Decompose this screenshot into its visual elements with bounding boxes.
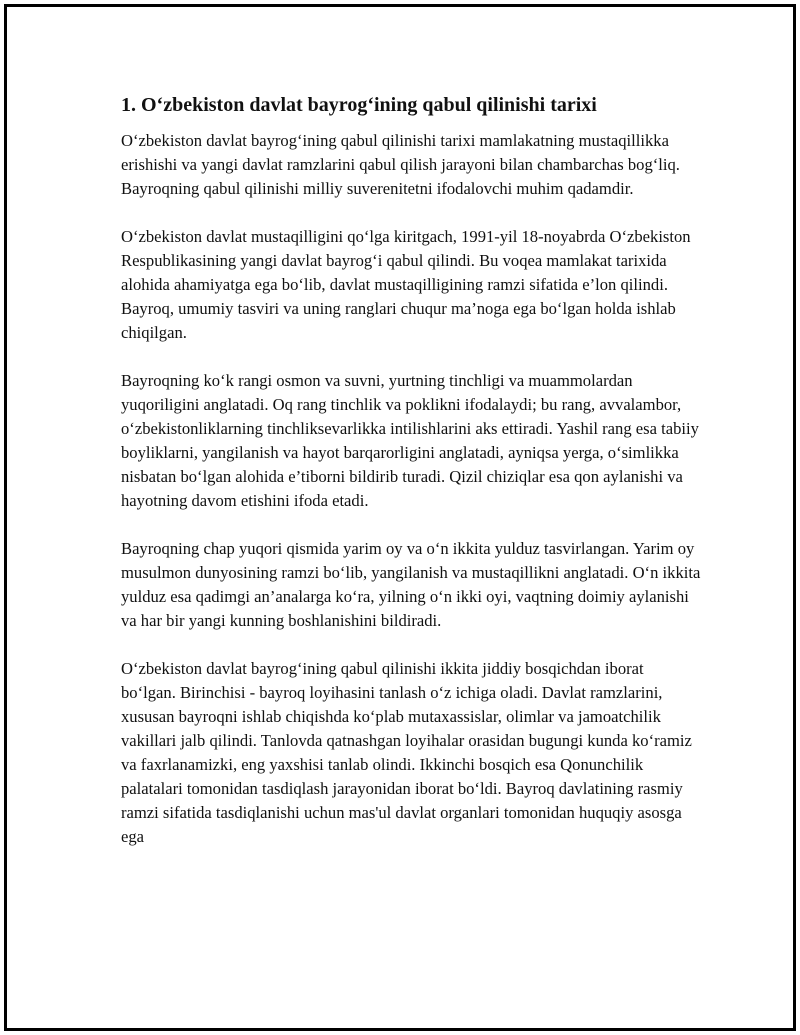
paragraph-3: Bayroqning ko‘k rangi osmon va suvni, yurtning tinchligi va muammolardan yuqoriligini anglatadi. Oq rang tinchlik va poklikni ifodalaydi; bu rang, avvalambor, o‘zbekistonliklarning tinchliksevarlikka intilishlarini aks ettiradi. Yashil rang esa tabiiy boyliklarni, yangilanish va hayot barqarorligini anglatadi, ayniqsa yerga, o‘simlikka nisbatan bo‘lgan alohida e’tiborni bildirib turadi. Qizil chiziqlar esa qon aylanishi va hayotning davom etishini ifoda etadi. [121, 371, 699, 510]
paragraph-2: O‘zbekiston davlat mustaqilligini qo‘lga kiritgach, 1991-yil 18-noyabrda O‘zbekiston Respublikasining yangi davlat bayrog‘i qabul qilindi. Bu voqea mamlakat tarixida alohida ahamiyatga ega bo‘lib, davlat mustaqilligining ramzi sifatida e’lon qilindi. Bayroq, umumiy tasviri va uning ranglari chuqur ma’noga ega bo‘lgan holda ishlab chiqilgan. [121, 227, 691, 342]
paragraph-4: Bayroqning chap yuqori qismida yarim oy va o‘n ikkita yulduz tasvirlangan. Yarim oy musulmon dunyosining ramzi bo‘lib, yangilanish va mustaqillikni anglatadi. O‘n ikkita yulduz esa qadimgi an’analarga ko‘ra, yilning o‘n ikki oyi, vaqtning doimiy aylanishi va har bir yangi kunning boshlanishini bildiradi. [121, 539, 701, 630]
paragraph-5: O‘zbekiston davlat bayrog‘ining qabul qilinishi ikkita jiddiy bosqichdan iborat bo‘lgan. Birinchisi - bayroq loyihasini tanlash o‘z ichiga oladi. Davlat ramzlarini, xususan bayroqni ishlab chiqishda ko‘plab mutaxassislar, olimlar va jamoatchilik vakillari jalb qilindi. Tanlovda qatnashgan loyihalar orasidan bugungi kunda ko‘ramiz va faxrlanamizki, eng yaxshisi tanlab olindi. Ikkinchi bosqich esa Qonunchilik palatalari tomonidan tasdiqlash jarayonidan iborat bo‘ldi. Bayroq davlatining rasmiy ramzi sifatida tasdiqlanishi uchun mas'ul davlat organlari tomonidan huquqiy asosga ega [121, 659, 692, 846]
section-heading: 1. O‘zbekiston davlat bayrog‘ining qabul qilinishi tarixi [121, 94, 597, 116]
paragraph-1: O‘zbekiston davlat bayrog‘ining qabul qilinishi tarixi mamlakatning mustaqillikka erishishi va yangi davlat ramzlarini qabul qilish jarayoni bilan chambarchas bog‘liq. Bayroqning qabul qilinishi milliy suverenitetni ifodalovchi muhim qadamdir. [121, 131, 680, 198]
document-page [4, 4, 796, 1031]
document-body [121, 91, 701, 873]
